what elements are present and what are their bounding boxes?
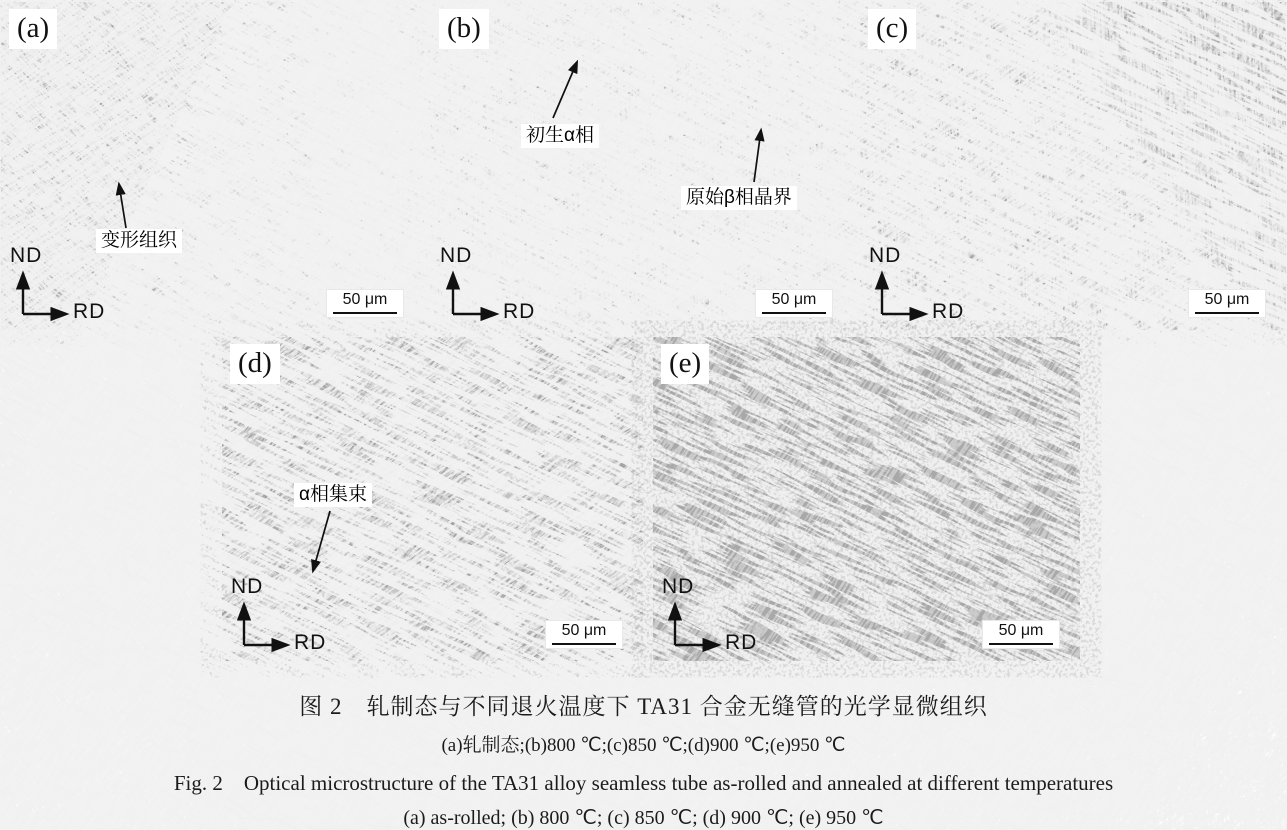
panel-label-e: (e) (661, 344, 709, 384)
annotation-arrow (302, 507, 344, 583)
scale-bar-line (1195, 312, 1259, 314)
scale-bar (982, 620, 1060, 649)
micrograph-panel-e (653, 337, 1080, 661)
nd-axis-label: ND (440, 244, 473, 267)
scale-bar-label: 50 μm (561, 622, 607, 639)
caption-zh-title: 图 2 轧制态与不同退火温度下 TA31 合金无缝管的光学显微组织 (299, 694, 988, 719)
nd-axis-label: ND (10, 244, 43, 267)
scale-bar-label: 50 μm (771, 291, 817, 308)
nd-axis-label: ND (869, 244, 902, 267)
scale-bar-label: 50 μm (998, 622, 1044, 639)
panel-label-d: (d) (230, 344, 280, 384)
rd-axis-label: RD (503, 300, 536, 323)
nd-rd-axes-icon (666, 597, 730, 651)
rd-axis-label: RD (294, 631, 327, 654)
caption-en-title: Fig. 2 Optical microstructure of the TA31 alloy seamless tube as-rolled and annealed at different temperatures (173, 771, 1114, 795)
annotation-primary-alpha: 初生α相 (521, 124, 599, 148)
figure-caption (0, 676, 1287, 830)
caption-en-subtitle: (a) as-rolled; (b) 800 ℃; (c) 850 ℃; (d) 900 ℃; (e) 950 ℃ (403, 807, 884, 829)
scale-bar (1188, 289, 1266, 318)
scale-bar-line (762, 312, 826, 314)
annotation-alpha-colony: α相集束 (294, 483, 372, 507)
scale-bar-line (989, 643, 1053, 645)
scale-bar-line (333, 312, 397, 314)
annotation-arrow (106, 172, 146, 234)
panel-label-b: (b) (439, 9, 489, 49)
scale-bar (545, 620, 623, 649)
nd-rd-axes-icon (444, 266, 508, 320)
rd-axis-label: RD (932, 300, 965, 323)
nd-rd-axes-icon (14, 266, 78, 320)
annotation-arrow (541, 52, 593, 124)
scale-bar (326, 289, 404, 318)
nd-rd-axes-icon (235, 597, 299, 651)
scale-bar-label: 50 μm (342, 291, 388, 308)
scale-bar (755, 289, 833, 318)
scale-bar-label: 50 μm (1204, 291, 1250, 308)
nd-axis-label: ND (231, 575, 264, 598)
annotation-deformed-structure: 变形组织 (96, 229, 182, 253)
nd-axis-label: ND (662, 575, 695, 598)
panel-label-c: (c) (868, 9, 916, 49)
nd-rd-axes-icon (873, 266, 937, 320)
caption-zh-subtitle: (a)轧制态;(b)800 ℃;(c)850 ℃;(d)900 ℃;(e)950 ℃ (441, 735, 846, 756)
panel-label-a: (a) (9, 9, 57, 49)
rd-axis-label: RD (725, 631, 758, 654)
annotation-arrow (741, 120, 773, 186)
rd-axis-label: RD (73, 300, 106, 323)
annotation-beta-grain-boundary: 原始β相晶界 (681, 186, 797, 210)
micrograph-row-bottom (222, 337, 1080, 661)
scale-bar-line (552, 643, 616, 645)
